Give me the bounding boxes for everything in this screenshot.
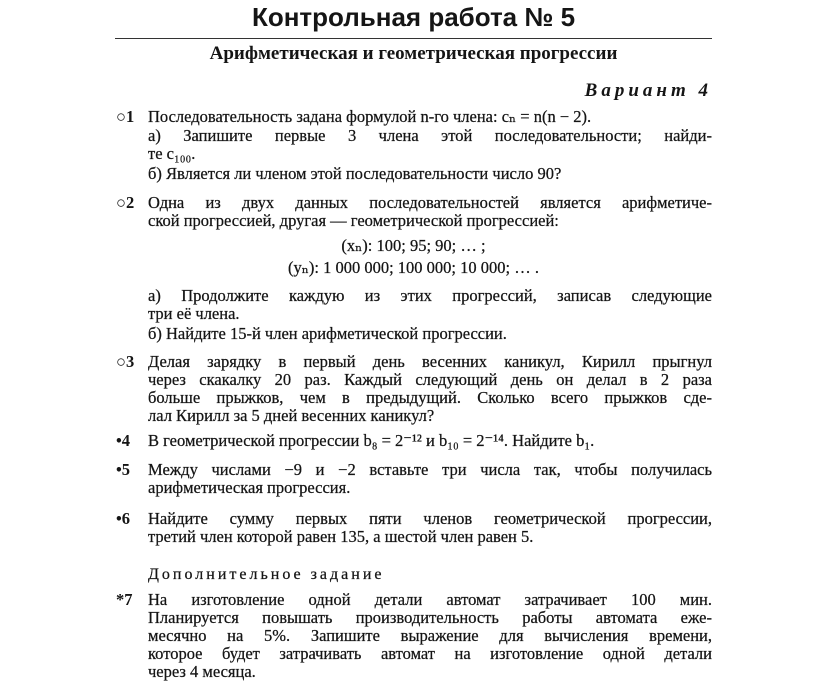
variant-label: Вариант 4 xyxy=(584,80,712,101)
task-3-line: лал Кирилл за 5 дней весенних каникул? xyxy=(148,406,435,425)
task-6-line: Найдите сумму первых пяти членов геометрической прогрессии, xyxy=(148,510,712,528)
task-marker: •4 xyxy=(116,431,131,450)
task-2-line: б) Найдите 15-й член арифметической прогрессии. xyxy=(148,324,507,343)
task-7-line: которое будет затрачивать автомат на изготовление одной детали xyxy=(148,645,712,663)
task-1-line: а) Запишите первые 3 члена этой последовательности; найди- xyxy=(148,127,712,145)
page-subtitle: Арифметическая и геометрическая прогрессии xyxy=(209,43,618,64)
task-1-line: б) Является ли членом этой последовательности число 90? xyxy=(148,164,562,183)
task-marker: •5 xyxy=(116,460,131,479)
task-2-line: (xₙ): 100; 95; 90; … ; xyxy=(341,236,486,255)
task-7-line: На изготовление одной детали автомат затрачивает 100 мин. xyxy=(148,591,712,609)
task-5-line: арифметическая прогрессия. xyxy=(148,478,351,497)
task-7-line: через 4 месяца. xyxy=(148,662,256,681)
extra-task-heading: Дополнительное задание xyxy=(148,566,385,583)
task-1-line: Последовательность задана формулой n-го члена: cₙ = n(n − 2). xyxy=(148,107,592,126)
task-2-line: ской прогрессией, другая — геометрической прогрессией: xyxy=(148,211,559,230)
task-2-line: три её члена. xyxy=(148,304,240,323)
task-3-line: через скакалку 20 раз. Каждый следующий день он делал в 2 раза xyxy=(148,371,712,389)
task-1-line: те c₁₀₀. xyxy=(148,144,196,163)
title-divider xyxy=(115,38,712,39)
task-marker: •6 xyxy=(116,509,131,528)
task-marker: ○3 xyxy=(116,352,135,371)
task-7-line: Планируется повышать производительность работы автомата еже- xyxy=(148,609,712,627)
task-marker: *7 xyxy=(116,590,133,609)
task-2-line: Одна из двух данных последовательностей является арифметиче- xyxy=(148,194,712,212)
task-4-line: В геометрической прогрессии b₈ = 2⁻¹² и b₁₀ = 2⁻¹⁴. Найдите b₁. xyxy=(148,431,595,450)
task-marker: ○2 xyxy=(116,193,135,212)
task-2-line: а) Продолжите каждую из этих прогрессий, записав следующие xyxy=(148,287,712,305)
task-5-line: Между числами −9 и −2 вставьте три числа так, чтобы получилась xyxy=(148,461,712,479)
task-7-line: месячно на 5%. Запишите выражение для вычисления времени, xyxy=(148,627,712,645)
task-2-line: (yₙ): 1 000 000; 100 000; 10 000; … . xyxy=(288,258,539,277)
page-title: Контрольная работа № 5 xyxy=(251,2,576,32)
task-6-line: третий член которой равен 135, а шестой член равен 5. xyxy=(148,527,534,546)
task-marker: ○1 xyxy=(116,107,135,126)
task-3-line: больше прыжков, чем в предыдущий. Сколько всего прыжков сде- xyxy=(148,389,712,407)
task-3-line: Делая зарядку в первый день весенних каникул, Кирилл прыгнул xyxy=(148,353,712,371)
